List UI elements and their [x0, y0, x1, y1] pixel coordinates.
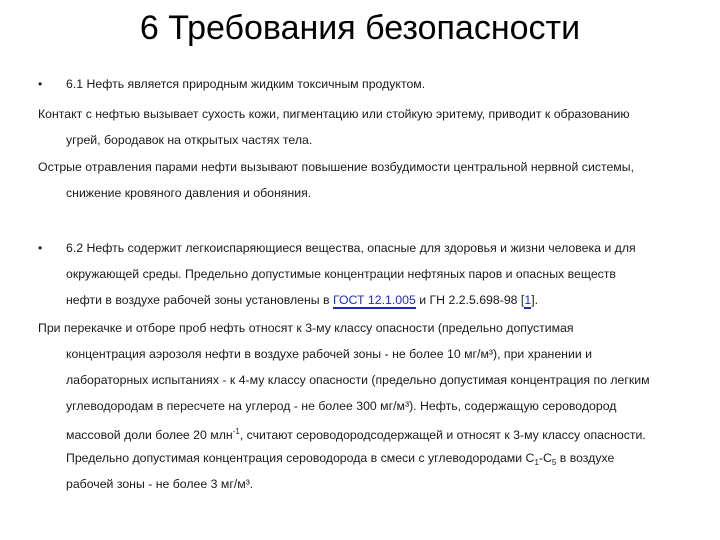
text-fragment: Предельно допустимая концентрация сероводорода в смеси с углеводородами С [66, 451, 535, 465]
paragraph-contact-line-2: угрей, бородавок на открытых частях тела. [66, 133, 313, 147]
text-fragment: -С [538, 451, 552, 465]
text-fragment: и ГН 2.2.5.698-98 [ [415, 293, 525, 307]
text-fragment: , считают сероводородсодержащей и относят к 3-му классу опасности. [239, 428, 646, 442]
paragraph-poisoning-line-1: Острые отравления парами нефти вызывают повышение возбудимости центральной нервной системы, [38, 160, 635, 174]
paragraph-6-1: 6.1 Нефть является природным жидким токсичным продуктом. [66, 77, 426, 91]
text-fragment: нефти в воздухе рабочей зоны установлены в [66, 293, 333, 307]
slide-title: 6 Требования безопасности [139, 9, 581, 47]
paragraph-contact-line-1: Контакт с нефтью вызывает сухость кожи, пигментацию или стойкую эритему, приводит к образованию [38, 107, 630, 121]
text-fragment: массовой доли более 20 млн [66, 428, 233, 442]
paragraph-pumping-line-6 [66, 450, 614, 471]
paragraph-poisoning-line-2: снижение кровяного давления и обоняния. [66, 186, 312, 200]
subscript: 5 [551, 458, 557, 467]
subscript: 1 [534, 458, 539, 467]
bullet-icon: • [38, 241, 43, 255]
gost-link[interactable]: ГОСТ 12.1.005 [332, 293, 416, 307]
paragraph-pumping-line-2: концентрация аэрозоля нефти в воздухе рабочей зоны - не более 10 мг/м³), при хранении и [66, 347, 592, 361]
paragraph-6-2-line-3 [66, 292, 538, 308]
text-fragment: ]. [531, 293, 539, 307]
paragraph-pumping-line-1: При перекачке и отборе проб нефть относят к 3-му классу опасности (предельно допустимая [38, 321, 574, 335]
paragraph-pumping-line-7: рабочей зоны - не более 3 мг/м³. [66, 477, 254, 491]
paragraph-6-2-line-2: окружающей среды. Предельно допустимые концентрации нефтяных паров и опасных веществ [66, 267, 616, 281]
paragraph-pumping-line-3: лабораторных испытаниях - к 4-му классу опасности (предельно допустимая концентрация по легким [66, 373, 650, 387]
superscript: -1 [232, 427, 240, 436]
bullet-icon: • [38, 77, 43, 91]
text-fragment: в воздухе [556, 451, 615, 465]
paragraph-pumping-line-4: углеводородам в пересчете на углерод - не более 300 мг/м³). Нефть, содержащую сероводород [66, 399, 617, 413]
reference-link-1[interactable]: 1 [524, 293, 532, 307]
paragraph-pumping-line-5 [66, 424, 646, 443]
paragraph-6-2-line-1: 6.2 Нефть содержит легкоиспаряющиеся вещества, опасные для здоровья и жизни человека и для [66, 241, 636, 255]
